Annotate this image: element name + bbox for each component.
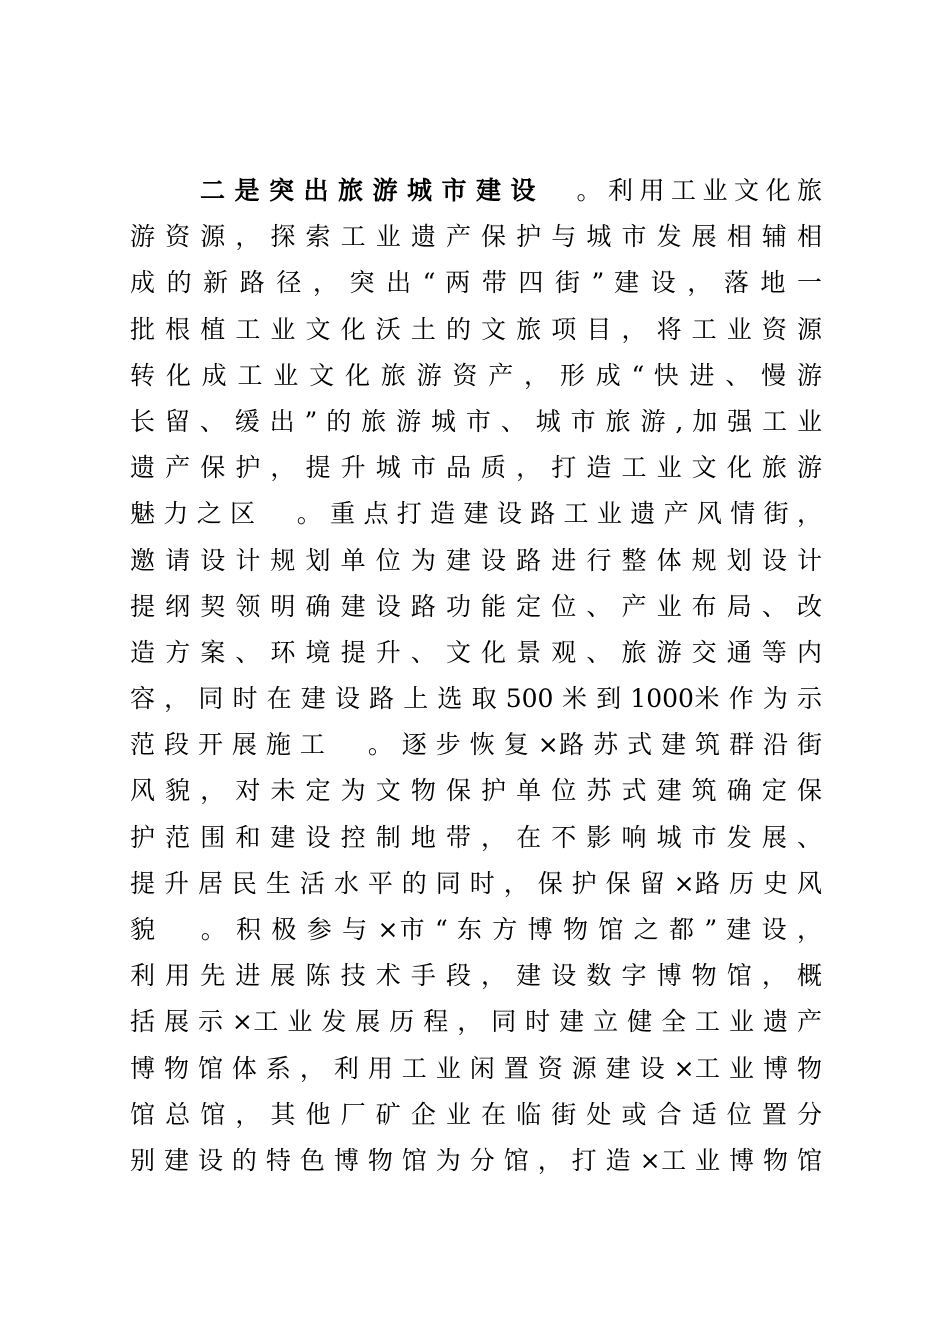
paragraph-line: 游 资 源 ， 探 索 工 业 遗 产 保 护 与 城 市 发 展 相 辅 相 [130,222,822,252]
paragraph-line: 别 建 设 的 特 色 博 物 馆 为 分 馆 ， 打 造 ×工 业 博 物 馆 [130,1145,822,1175]
paragraph-line: 长 留 、 缓 出 ” 的 旅 游 城 市 、 城 市 旅 游 , 加 强 工 业 [130,406,822,436]
paragraph-line: 魅 力 之 区 。 重 点 打 造 建 设 路 工 业 遗 产 风 情 街 ， [130,499,822,529]
paragraph-line: 范 段 开 展 施 工 。 逐 步 恢 复 ×路 苏 式 建 筑 群 沿 街 [130,730,822,760]
paragraph-line: 提 纲 契 领 明 确 建 设 路 功 能 定 位 、 产 业 布 局 、 改 [130,591,822,621]
paragraph-line: 造 方 案 、 环 境 提 升 、 文 化 景 观 、 旅 游 交 通 等 内 [130,637,822,667]
paragraph-line: 利 用 先 进 展 陈 技 术 手 段 ， 建 设 数 字 博 物 馆 ， 概 [130,961,822,991]
paragraph-line: 邀 请 设 计 规 划 单 位 为 建 设 路 进 行 整 体 规 划 设 计 [130,545,822,575]
paragraph-line: 提 升 居 民 生 活 水 平 的 同 时 ， 保 护 保 留 ×路 历 史 风 [130,868,822,898]
paragraph-line: 批 根 植 工 业 文 化 沃 土 的 文 旅 项 目 ， 将 工 业 资 源 [130,314,822,344]
paragraph-line: 遗 产 保 护 ， 提 升 城 市 品 质 ， 打 造 工 业 文 化 旅 游 [130,453,822,483]
section-heading: 二是突出旅游城市建设 [200,176,545,205]
paragraph-line: 貌 。 积 极 参 与 ×市 “ 东 方 博 物 馆 之 都 ” 建 设 ， [130,915,822,944]
paragraph-line: 护 范 围 和 建 设 控 制 地 带 ， 在 不 影 响 城 市 发 展 、 [130,822,822,852]
paragraph-line: 博 物 馆 体 系 ， 利 用 工 业 闲 置 资 源 建 设 ×工 业 博 物 [130,1053,822,1083]
paragraph-line-1 [130,168,822,214]
line-text: 。利用工业文化旅 [576,176,822,205]
paragraph-line: 风 貌 ， 对 未 定 为 文 物 保 护 单 位 苏 式 建 筑 确 定 保 [130,776,822,806]
paragraph-line: 容 ， 同 时 在 建 设 路 上 选 取 500 米 到 1000米 作 为 示 [130,684,822,714]
paragraph-line: 转 化 成 工 业 文 化 旅 游 资 产 ， 形 成 “ 快 进 、 慢 游 [130,360,822,390]
body-paragraph [130,168,822,1184]
paragraph-line: 括 展 示 ×工 业 发 展 历 程 ， 同 时 建 立 健 全 工 业 遗 产 [130,1007,822,1037]
paragraph-line: 成 的 新 路 径 ， 突 出 “ 两 带 四 街 ” 建 设 ， 落 地 一 [130,268,822,298]
paragraph-line: 馆 总 馆 ， 其 他 厂 矿 企 业 在 临 街 处 或 合 适 位 置 分 [130,1099,822,1129]
